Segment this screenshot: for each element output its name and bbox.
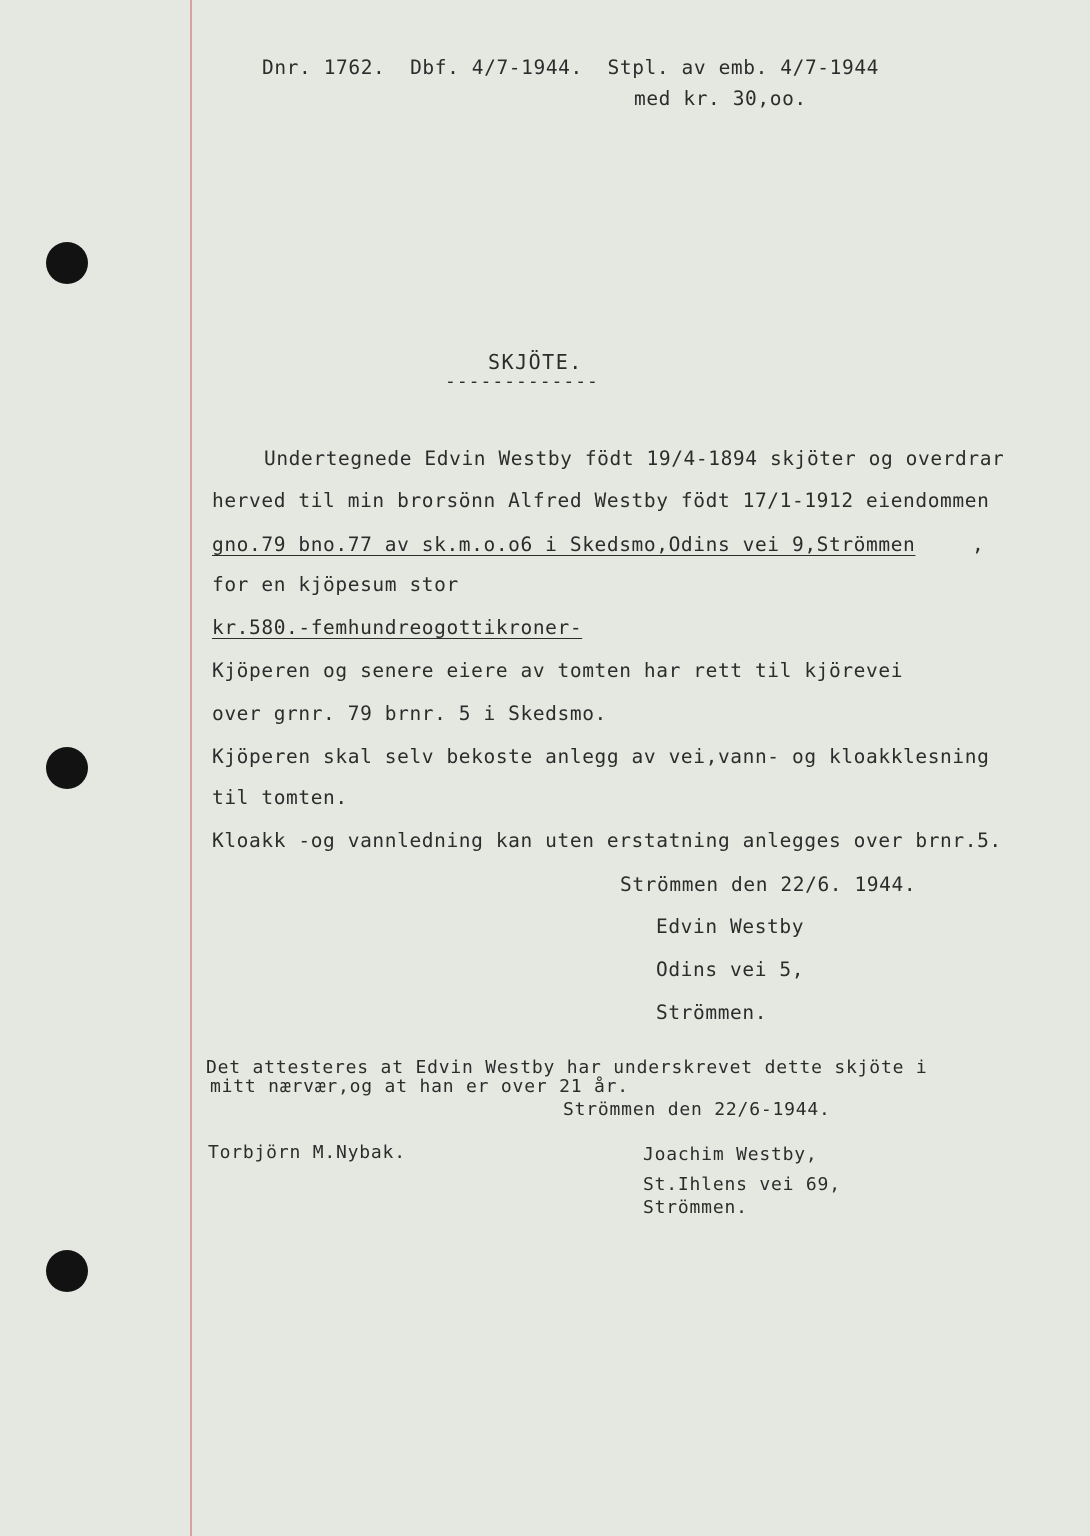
body-line-8: Kjöperen skal selv bekoste anlegg av vei,vann- og kloakklesning: [212, 745, 990, 768]
witness-2-name: Joachim Westby,: [643, 1144, 818, 1165]
body-line-4: for en kjöpesum stor: [212, 573, 459, 596]
signature-address: Odins vei 5,: [656, 958, 805, 981]
body-line-2: herved til min brorsönn Alfred Westby födt 17/1-1912 eiendommen: [212, 489, 990, 512]
attestation-line-2: mitt nærvær,og at han er over 21 år.: [210, 1076, 629, 1097]
signature-name: Edvin Westby: [656, 915, 805, 938]
signature-city: Strömmen.: [656, 1001, 768, 1024]
body-line-9: til tomten.: [212, 786, 348, 809]
body-line-10: Kloakk -og vannledning kan uten erstatning anlegges over brnr.5.: [212, 829, 1002, 852]
punch-hole-top: [46, 242, 88, 284]
body-line-property-comma: ,: [972, 533, 985, 556]
attestation-place-date: Strömmen den 22/6-1944.: [563, 1099, 831, 1120]
title-underline: -------------: [445, 371, 599, 392]
punch-hole-middle: [46, 747, 88, 789]
body-line-property: gno.79 bno.77 av sk.m.o.o6 i Skedsmo,Odins vei 9,Strömmen: [212, 533, 916, 556]
witness-2-address: St.Ihlens vei 69,: [643, 1174, 841, 1195]
punch-hole-bottom: [46, 1250, 88, 1292]
witness-1-name: Torbjörn M.Nybak.: [208, 1142, 406, 1163]
body-line-6: Kjöperen og senere eiere av tomten har rett til kjörevei: [212, 659, 904, 682]
body-line-1: Undertegnede Edvin Westby födt 19/4-1894 skjöter og overdrar: [264, 447, 1005, 470]
document-title: SKJÖTE.: [488, 350, 583, 374]
registration-header-line2: med kr. 30,oo.: [634, 87, 807, 110]
red-margin-line: [190, 0, 192, 1536]
registration-header-line1: Dnr. 1762. Dbf. 4/7-1944. Stpl. av emb. 4/7-1944: [262, 56, 879, 79]
body-line-7: over grnr. 79 brnr. 5 i Skedsmo.: [212, 702, 607, 725]
body-line-price: kr.580.-femhundreogottikroner-: [212, 616, 583, 639]
witness-2-city: Strömmen.: [643, 1197, 748, 1218]
attestation-line-1: Det attesteres at Edvin Westby har underskrevet dette skjöte i: [206, 1057, 928, 1078]
signature-place-date: Strömmen den 22/6. 1944.: [620, 873, 917, 896]
